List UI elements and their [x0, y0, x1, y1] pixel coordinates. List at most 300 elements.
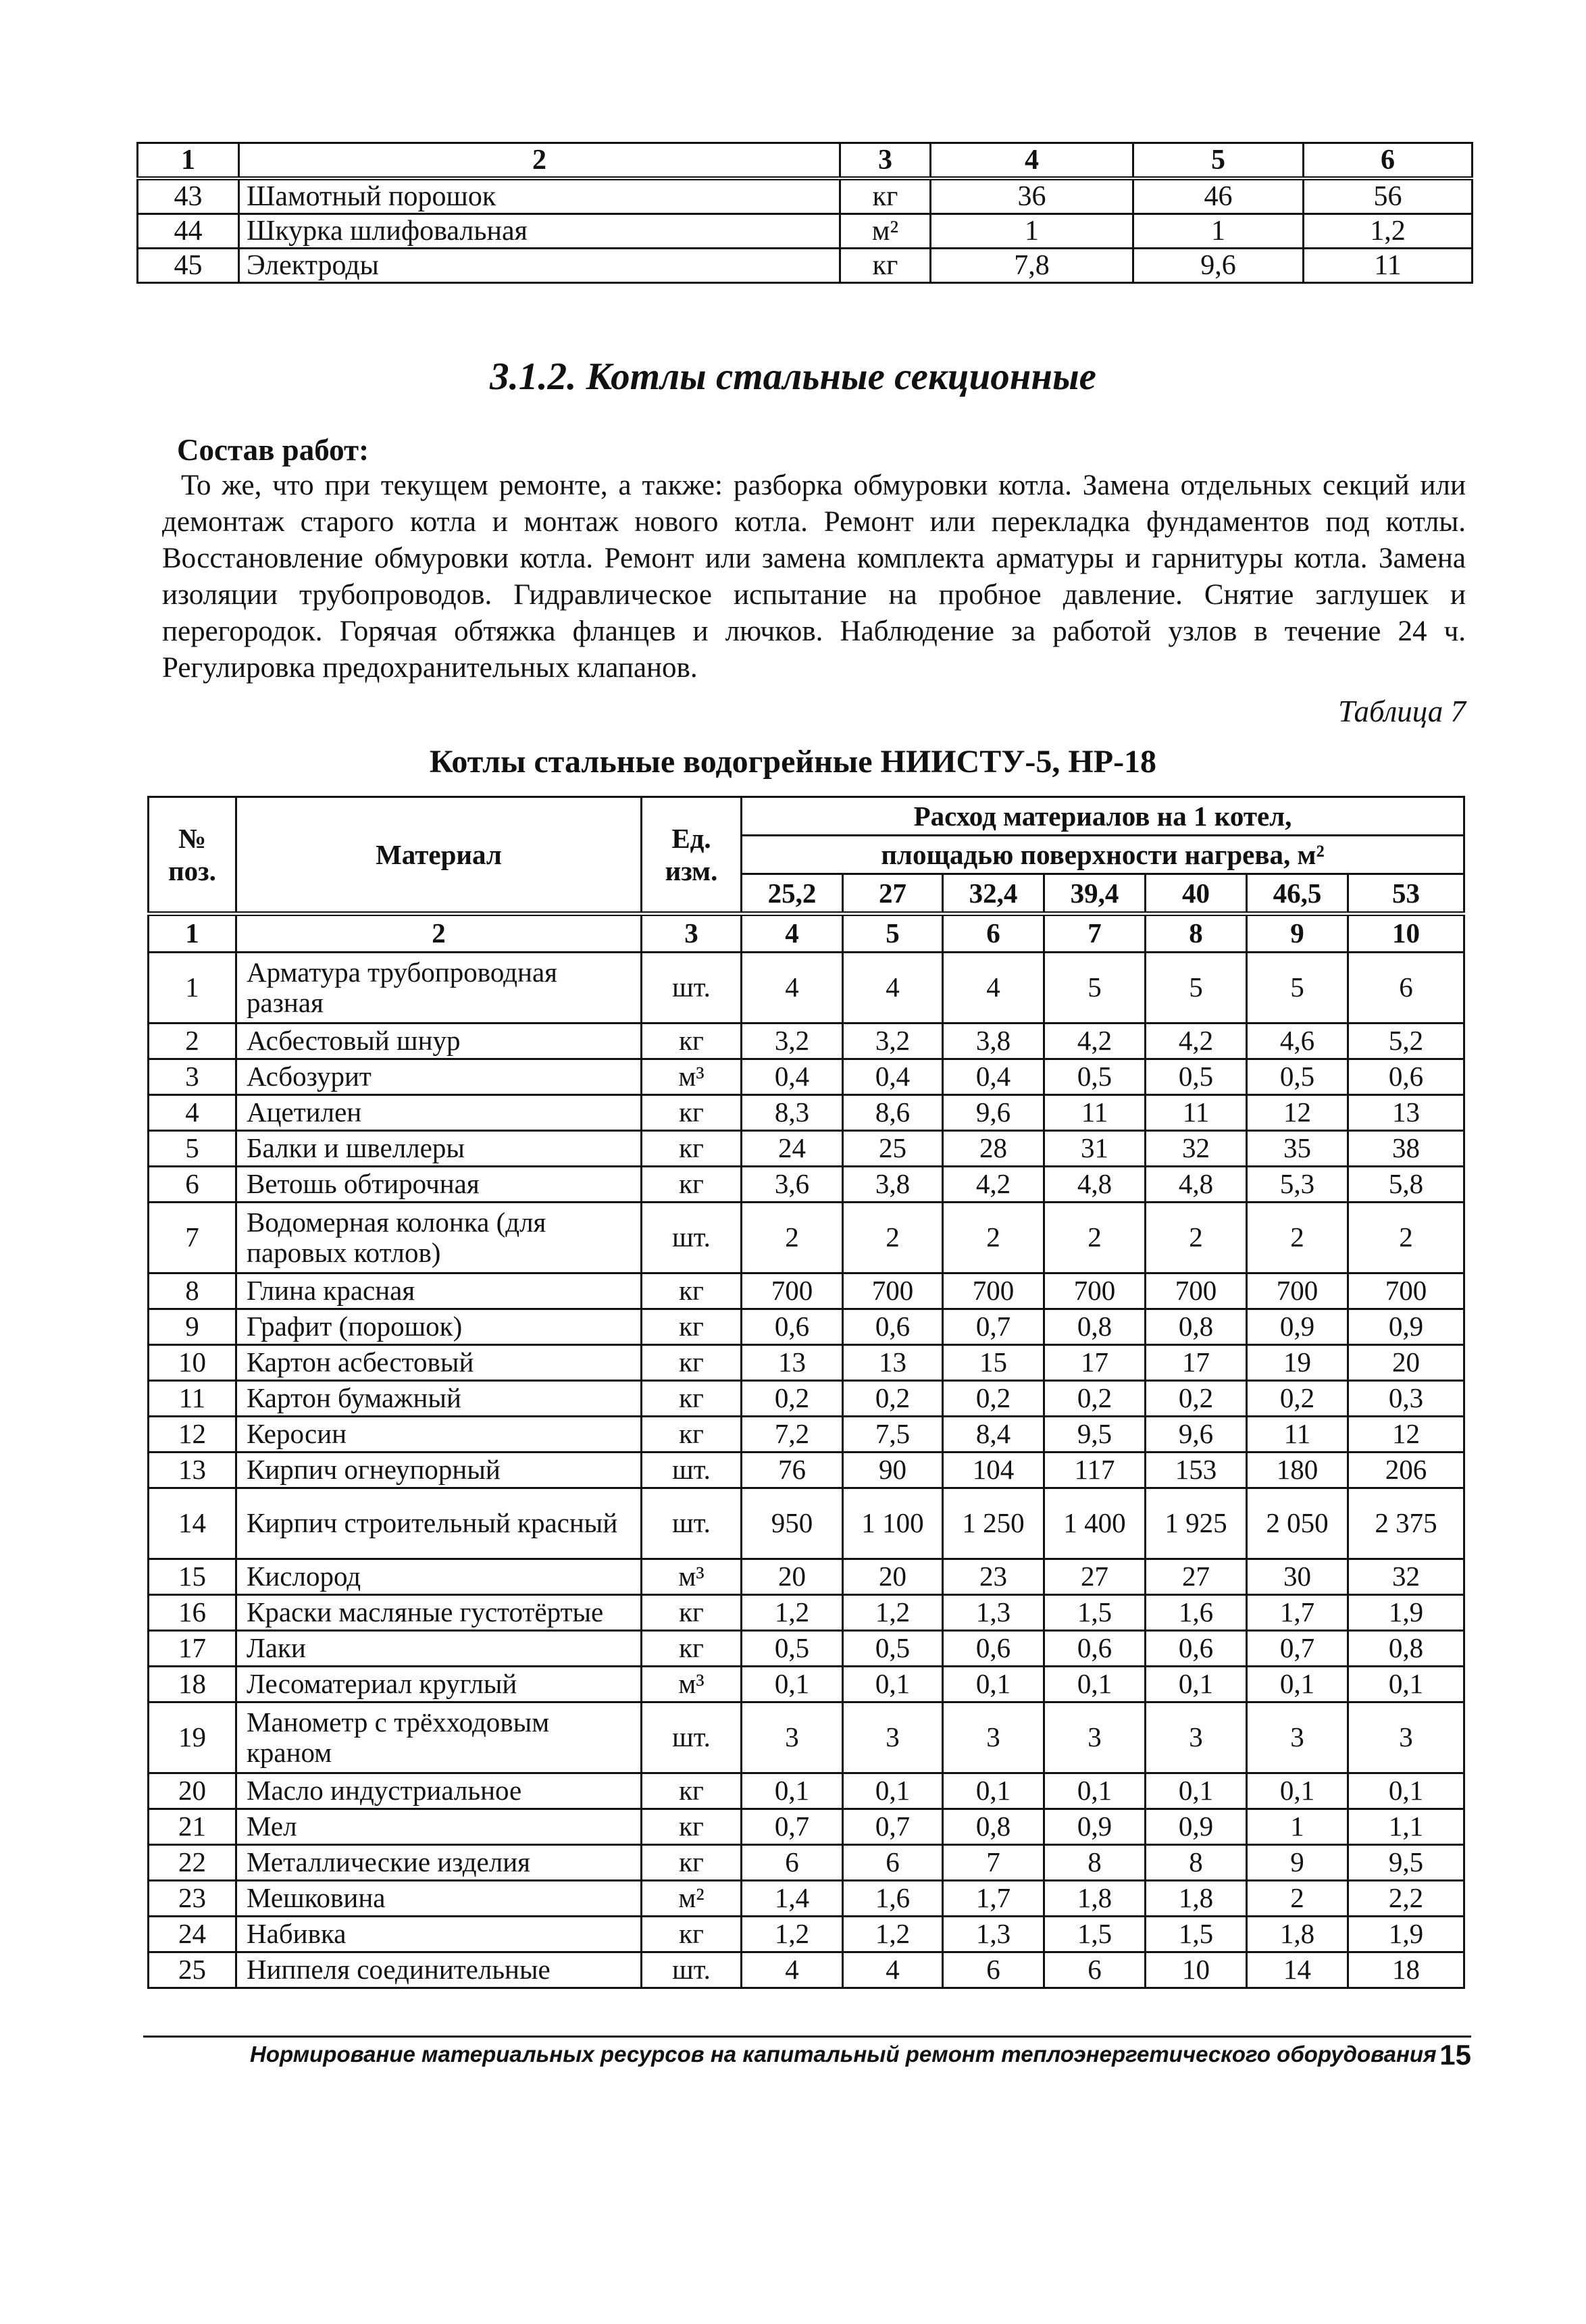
pos-cell: 24	[149, 1917, 236, 1952]
pos-cell: 14	[149, 1488, 236, 1559]
value-cell: 0,6	[1348, 1059, 1464, 1095]
value-cell: 4,6	[1247, 1024, 1348, 1059]
value-cell: 1,7	[1247, 1595, 1348, 1631]
value-cell: 1 100	[843, 1488, 943, 1559]
value-cell: 11	[1146, 1095, 1247, 1131]
column-number-cell: 6	[943, 914, 1044, 953]
table-cell: 44	[138, 214, 239, 249]
table-row	[149, 1595, 1464, 1631]
value-cell: 0,5	[843, 1631, 943, 1667]
table-cell: 46	[1133, 178, 1304, 214]
value-cell: 0,4	[943, 1059, 1044, 1095]
value-cell: 0,6	[943, 1631, 1044, 1667]
value-cell: 1,2	[742, 1917, 843, 1952]
header-unit: Ед. изм.	[642, 797, 742, 914]
table-row	[149, 1059, 1464, 1095]
value-cell: 10	[1146, 1952, 1247, 1988]
unit-cell: кг	[642, 1773, 742, 1809]
material-cell: Лаки	[236, 1631, 642, 1667]
unit-cell: шт.	[642, 1488, 742, 1559]
top-table-header-cell: 3	[840, 143, 931, 179]
value-cell: 4	[742, 1952, 843, 1988]
value-cell: 6	[1044, 1952, 1146, 1988]
unit-cell: кг	[642, 1917, 742, 1952]
value-cell: 0,7	[843, 1809, 943, 1845]
value-cell: 0,2	[943, 1381, 1044, 1417]
value-cell: 1,3	[943, 1595, 1044, 1631]
value-cell: 700	[843, 1273, 943, 1309]
value-cell: 1,1	[1348, 1809, 1464, 1845]
value-cell: 2 375	[1348, 1488, 1464, 1559]
value-cell: 0,2	[1247, 1381, 1348, 1417]
material-cell: Глина красная	[236, 1273, 642, 1309]
value-cell: 0,7	[943, 1309, 1044, 1345]
unit-cell: м³	[642, 1559, 742, 1595]
material-cell: Масло индустриальное	[236, 1773, 642, 1809]
value-cell: 76	[742, 1452, 843, 1488]
table-row	[149, 1417, 1464, 1452]
value-cell: 13	[1348, 1095, 1464, 1131]
top-table-header-cell: 6	[1304, 143, 1473, 179]
table-label: Таблица 7	[1338, 694, 1466, 728]
value-cell: 19	[1247, 1345, 1348, 1381]
value-cell: 0,7	[742, 1809, 843, 1845]
value-cell: 6	[1348, 953, 1464, 1024]
table-cell: 43	[138, 178, 239, 214]
material-cell: Картон бумажный	[236, 1381, 642, 1417]
pos-cell: 25	[149, 1952, 236, 1988]
value-cell: 1,5	[1044, 1917, 1146, 1952]
value-cell: 4	[843, 953, 943, 1024]
value-cell: 2	[843, 1203, 943, 1273]
value-cell: 4	[943, 953, 1044, 1024]
value-cell: 0,9	[1247, 1309, 1348, 1345]
header-consumption-line2: площадью поверхности нагрева, м²	[742, 836, 1464, 874]
material-cell: Арматура трубопроводная разная	[236, 953, 642, 1024]
value-cell: 0,8	[1348, 1631, 1464, 1667]
materials-table	[147, 796, 1465, 1989]
value-cell: 0,2	[1146, 1381, 1247, 1417]
value-cell: 3,2	[843, 1024, 943, 1059]
value-cell: 4,8	[1044, 1167, 1146, 1203]
table-row	[149, 1345, 1464, 1381]
table-row	[149, 1631, 1464, 1667]
value-cell: 7	[943, 1845, 1044, 1881]
value-cell: 0,5	[742, 1631, 843, 1667]
value-cell: 0,1	[1247, 1667, 1348, 1702]
value-cell: 0,2	[1044, 1381, 1146, 1417]
value-cell: 0,5	[1044, 1059, 1146, 1095]
pos-cell: 20	[149, 1773, 236, 1809]
header-consumption-line1: Расход материалов на 1 котел,	[742, 797, 1464, 836]
value-cell: 3	[1146, 1702, 1247, 1773]
column-number-cell: 2	[236, 914, 642, 953]
value-cell: 2,2	[1348, 1881, 1464, 1917]
value-cell: 23	[943, 1559, 1044, 1595]
value-cell: 5	[1044, 953, 1146, 1024]
value-cell: 31	[1044, 1131, 1146, 1167]
value-cell: 0,3	[1348, 1381, 1464, 1417]
top-table-header-cell: 4	[931, 143, 1133, 179]
value-cell: 0,6	[1044, 1631, 1146, 1667]
value-cell: 13	[742, 1345, 843, 1381]
value-cell: 7,5	[843, 1417, 943, 1452]
value-cell: 0,2	[742, 1381, 843, 1417]
table-cell: 11	[1304, 249, 1473, 283]
material-cell: Ниппеля соединительные	[236, 1952, 642, 1988]
table-row	[149, 953, 1464, 1024]
value-cell: 4,8	[1146, 1167, 1247, 1203]
value-cell: 0,1	[843, 1667, 943, 1702]
value-cell: 1,5	[1044, 1595, 1146, 1631]
value-cell: 25	[843, 1131, 943, 1167]
value-cell: 700	[1044, 1273, 1146, 1309]
material-cell: Водомерная колонка (для паровых котлов)	[236, 1203, 642, 1273]
table-cell: 56	[1304, 178, 1473, 214]
table-cell: 36	[931, 178, 1133, 214]
table-cell: кг	[840, 178, 931, 214]
table-row	[149, 1381, 1464, 1417]
unit-cell: кг	[642, 1095, 742, 1131]
value-cell: 27	[1044, 1559, 1146, 1595]
pos-cell: 11	[149, 1381, 236, 1417]
value-cell: 700	[943, 1273, 1044, 1309]
table-cell: 9,6	[1133, 249, 1304, 283]
value-cell: 0,2	[843, 1381, 943, 1417]
value-cell: 0,1	[742, 1667, 843, 1702]
value-cell: 0,1	[1146, 1773, 1247, 1809]
value-cell: 6	[943, 1952, 1044, 1988]
top-table-header-row	[138, 143, 1473, 179]
unit-cell: м³	[642, 1667, 742, 1702]
table-row	[149, 1845, 1464, 1881]
value-cell: 180	[1247, 1452, 1348, 1488]
material-cell: Графит (порошок)	[236, 1309, 642, 1345]
work-composition-text: То же, что при текущем ремонте, а также: разборка обмуровки котла. Замена отдельных секций или демонтаж старого котла и монтаж нового котла. Ремонт или перекладка фундаментов под котлы. Восстановление обмуровки котла. Ремонт или замена комплекта арматуры и гарнитуры котла. Замена изоляции трубопроводов. Гидравлическое испытание на пробное давление. Снятие заглушек и перегородок. Горячая обтяжка фланцев и лючков. Наблюдение за работой узлов в течение 24 ч. Регулировка предохранительных клапанов.	[162, 470, 1466, 684]
table-cell: 1,2	[1304, 214, 1473, 249]
value-cell: 32	[1146, 1131, 1247, 1167]
unit-cell: шт.	[642, 1452, 742, 1488]
material-cell: Краски масляные густотёртые	[236, 1595, 642, 1631]
materials-header-row-1	[149, 797, 1464, 836]
value-cell: 1 250	[943, 1488, 1044, 1559]
value-cell: 24	[742, 1131, 843, 1167]
unit-cell: шт.	[642, 1952, 742, 1988]
value-cell: 0,6	[843, 1309, 943, 1345]
header-area: 53	[1348, 874, 1464, 914]
top-table-header-cell: 1	[138, 143, 239, 179]
value-cell: 153	[1146, 1452, 1247, 1488]
value-cell: 2	[1146, 1203, 1247, 1273]
unit-cell: шт.	[642, 953, 742, 1024]
top-table-header-cell: 2	[239, 143, 840, 179]
table-cell: 45	[138, 249, 239, 283]
unit-cell: кг	[642, 1345, 742, 1381]
table-cell: 1	[931, 214, 1133, 249]
unit-cell: кг	[642, 1631, 742, 1667]
table-row	[138, 214, 1473, 249]
value-cell: 0,1	[1044, 1773, 1146, 1809]
pos-cell: 5	[149, 1131, 236, 1167]
table-row	[149, 1667, 1464, 1702]
value-cell: 3,6	[742, 1167, 843, 1203]
material-cell: Лесоматериал круглый	[236, 1667, 642, 1702]
pos-cell: 9	[149, 1309, 236, 1345]
table-row	[149, 1917, 1464, 1952]
value-cell: 3	[742, 1702, 843, 1773]
value-cell: 4,2	[943, 1167, 1044, 1203]
top-table-header-cell: 5	[1133, 143, 1304, 179]
value-cell: 0,5	[1247, 1059, 1348, 1095]
material-cell: Ацетилен	[236, 1095, 642, 1131]
value-cell: 3,8	[843, 1167, 943, 1203]
column-number-cell: 3	[642, 914, 742, 953]
column-number-cell: 9	[1247, 914, 1348, 953]
value-cell: 0,9	[1348, 1309, 1464, 1345]
table-row	[149, 1024, 1464, 1059]
value-cell: 12	[1247, 1095, 1348, 1131]
value-cell: 3,8	[943, 1024, 1044, 1059]
pos-cell: 17	[149, 1631, 236, 1667]
table-row	[149, 1452, 1464, 1488]
material-cell: Мешковина	[236, 1881, 642, 1917]
value-cell: 1 400	[1044, 1488, 1146, 1559]
table-row	[149, 1095, 1464, 1131]
pos-cell: 21	[149, 1809, 236, 1845]
value-cell: 117	[1044, 1452, 1146, 1488]
table-row	[149, 1881, 1464, 1917]
header-area: 32,4	[943, 874, 1044, 914]
value-cell: 2 050	[1247, 1488, 1348, 1559]
table-cell: м²	[840, 214, 931, 249]
value-cell: 9,6	[943, 1095, 1044, 1131]
value-cell: 8	[1146, 1845, 1247, 1881]
table-row	[149, 1559, 1464, 1595]
value-cell: 20	[742, 1559, 843, 1595]
material-cell: Асбестовый шнур	[236, 1024, 642, 1059]
value-cell: 3,2	[742, 1024, 843, 1059]
value-cell: 9,5	[1348, 1845, 1464, 1881]
material-cell: Кирпич строительный красный	[236, 1488, 642, 1559]
value-cell: 0,1	[843, 1773, 943, 1809]
unit-cell: кг	[642, 1309, 742, 1345]
value-cell: 5,8	[1348, 1167, 1464, 1203]
value-cell: 0,4	[742, 1059, 843, 1095]
table-row	[149, 1309, 1464, 1345]
value-cell: 17	[1044, 1345, 1146, 1381]
pos-cell: 4	[149, 1095, 236, 1131]
column-number-cell: 7	[1044, 914, 1146, 953]
value-cell: 0,1	[1348, 1773, 1464, 1809]
value-cell: 1,3	[943, 1917, 1044, 1952]
value-cell: 0,8	[1146, 1309, 1247, 1345]
value-cell: 104	[943, 1452, 1044, 1488]
value-cell: 7,2	[742, 1417, 843, 1452]
value-cell: 1,6	[1146, 1595, 1247, 1631]
column-number-cell: 4	[742, 914, 843, 953]
top-table-body	[138, 178, 1473, 283]
value-cell: 17	[1146, 1345, 1247, 1381]
value-cell: 5	[1146, 953, 1247, 1024]
material-cell: Керосин	[236, 1417, 642, 1452]
unit-cell: кг	[642, 1381, 742, 1417]
section-title: 3.1.2. Котлы стальные секционные	[490, 355, 1096, 398]
value-cell: 28	[943, 1131, 1044, 1167]
value-cell: 1,9	[1348, 1917, 1464, 1952]
pos-cell: 15	[149, 1559, 236, 1595]
value-cell: 8,6	[843, 1095, 943, 1131]
material-cell: Кирпич огнеупорный	[236, 1452, 642, 1488]
value-cell: 0,1	[1146, 1667, 1247, 1702]
value-cell: 0,1	[1247, 1773, 1348, 1809]
value-cell: 1,4	[742, 1881, 843, 1917]
value-cell: 0,1	[1044, 1667, 1146, 1702]
value-cell: 700	[1247, 1273, 1348, 1309]
material-cell: Ветошь обтирочная	[236, 1167, 642, 1203]
value-cell: 9,6	[1146, 1417, 1247, 1452]
header-pos: № поз.	[149, 797, 236, 914]
table-row	[149, 1131, 1464, 1167]
unit-cell: кг	[642, 1024, 742, 1059]
column-number-cell: 10	[1348, 914, 1464, 953]
unit-cell: кг	[642, 1131, 742, 1167]
value-cell: 0,6	[742, 1309, 843, 1345]
value-cell: 0,1	[742, 1773, 843, 1809]
table-cell: Шкурка шлифовальная	[239, 214, 840, 249]
pos-cell: 12	[149, 1417, 236, 1452]
value-cell: 2	[943, 1203, 1044, 1273]
value-cell: 1,2	[843, 1595, 943, 1631]
value-cell: 1,8	[1146, 1881, 1247, 1917]
material-cell: Картон асбестовый	[236, 1345, 642, 1381]
value-cell: 2	[1247, 1881, 1348, 1917]
value-cell: 0,5	[1146, 1059, 1247, 1095]
value-cell: 1,8	[1044, 1881, 1146, 1917]
footer-text: Нормирование материальных ресурсов на капитальный ремонт теплоэнергетического оборудования	[250, 2042, 1437, 2067]
pos-cell: 7	[149, 1203, 236, 1273]
value-cell: 30	[1247, 1559, 1348, 1595]
pos-cell: 13	[149, 1452, 236, 1488]
materials-table-body	[149, 914, 1464, 1988]
table-cell: Электроды	[239, 249, 840, 283]
value-cell: 0,9	[1146, 1809, 1247, 1845]
value-cell: 3	[843, 1702, 943, 1773]
value-cell: 5,2	[1348, 1024, 1464, 1059]
value-cell: 700	[742, 1273, 843, 1309]
pos-cell: 3	[149, 1059, 236, 1095]
value-cell: 1,7	[943, 1881, 1044, 1917]
value-cell: 3	[1044, 1702, 1146, 1773]
value-cell: 5,3	[1247, 1167, 1348, 1203]
unit-cell: кг	[642, 1273, 742, 1309]
value-cell: 3	[1247, 1702, 1348, 1773]
value-cell: 0,8	[943, 1809, 1044, 1845]
value-cell: 1,2	[742, 1595, 843, 1631]
material-cell: Металлические изделия	[236, 1845, 642, 1881]
table-row	[149, 1167, 1464, 1203]
value-cell: 0,7	[1247, 1631, 1348, 1667]
value-cell: 0,4	[843, 1059, 943, 1095]
table-cell: 7,8	[931, 249, 1133, 283]
value-cell: 1,9	[1348, 1595, 1464, 1631]
column-number-cell: 1	[149, 914, 236, 953]
table-cell: 1	[1133, 214, 1304, 249]
value-cell: 8,4	[943, 1417, 1044, 1452]
value-cell: 2	[742, 1203, 843, 1273]
table-row	[149, 1488, 1464, 1559]
material-cell: Манометр с трёхходовым краном	[236, 1702, 642, 1773]
table-cell: Шамотный порошок	[239, 178, 840, 214]
value-cell: 38	[1348, 1131, 1464, 1167]
value-cell: 0,9	[1044, 1809, 1146, 1845]
value-cell: 2	[1247, 1203, 1348, 1273]
pos-cell: 8	[149, 1273, 236, 1309]
value-cell: 20	[1348, 1345, 1464, 1381]
value-cell: 3	[943, 1702, 1044, 1773]
value-cell: 6	[742, 1845, 843, 1881]
unit-cell: шт.	[642, 1702, 742, 1773]
value-cell: 700	[1348, 1273, 1464, 1309]
page-number: 15	[1439, 2039, 1471, 2071]
value-cell: 206	[1348, 1452, 1464, 1488]
value-cell: 27	[1146, 1559, 1247, 1595]
pos-cell: 18	[149, 1667, 236, 1702]
value-cell: 0,6	[1146, 1631, 1247, 1667]
header-area: 39,4	[1044, 874, 1146, 914]
material-cell: Набивка	[236, 1917, 642, 1952]
value-cell: 5	[1247, 953, 1348, 1024]
column-number-cell: 8	[1146, 914, 1247, 953]
value-cell: 3	[1348, 1702, 1464, 1773]
unit-cell: м³	[642, 1059, 742, 1095]
material-cell: Балки и швеллеры	[236, 1131, 642, 1167]
unit-cell: м²	[642, 1881, 742, 1917]
value-cell: 0,8	[1044, 1309, 1146, 1345]
value-cell: 1,2	[843, 1917, 943, 1952]
value-cell: 18	[1348, 1952, 1464, 1988]
value-cell: 1 925	[1146, 1488, 1247, 1559]
footer-rule	[143, 2036, 1471, 2038]
unit-cell: кг	[642, 1167, 742, 1203]
header-area: 25,2	[742, 874, 843, 914]
column-number-row	[149, 914, 1464, 953]
table-row	[149, 1773, 1464, 1809]
unit-cell: кг	[642, 1595, 742, 1631]
value-cell: 0,1	[943, 1773, 1044, 1809]
unit-cell: шт.	[642, 1203, 742, 1273]
value-cell: 32	[1348, 1559, 1464, 1595]
pos-cell: 16	[149, 1595, 236, 1631]
pos-cell: 2	[149, 1024, 236, 1059]
value-cell: 11	[1044, 1095, 1146, 1131]
pos-cell: 10	[149, 1345, 236, 1381]
material-cell: Кислород	[236, 1559, 642, 1595]
material-cell: Мел	[236, 1809, 642, 1845]
value-cell: 950	[742, 1488, 843, 1559]
table-row	[149, 1702, 1464, 1773]
value-cell: 2	[1044, 1203, 1146, 1273]
pos-cell: 1	[149, 953, 236, 1024]
value-cell: 4,2	[1044, 1024, 1146, 1059]
value-cell: 4	[742, 953, 843, 1024]
header-area: 40	[1146, 874, 1247, 914]
value-cell: 8,3	[742, 1095, 843, 1131]
pos-cell: 22	[149, 1845, 236, 1881]
table-row	[149, 1203, 1464, 1273]
header-area: 46,5	[1247, 874, 1348, 914]
value-cell: 14	[1247, 1952, 1348, 1988]
value-cell: 0,1	[1348, 1667, 1464, 1702]
